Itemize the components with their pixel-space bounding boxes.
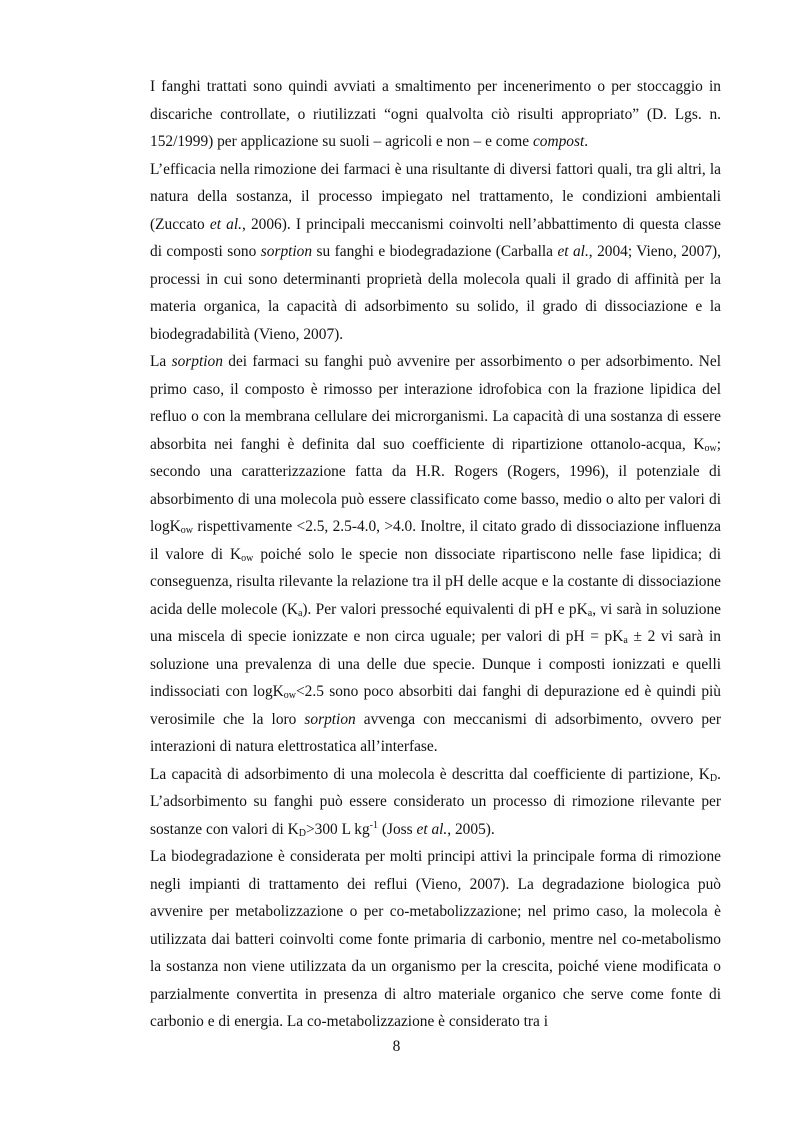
page-number: 8 bbox=[392, 1038, 401, 1055]
paragraph-sorption: La sorption dei farmaci su fanghi può avvenire per assorbimento o per adsorbimento. Nel primo caso, il composto è rimosso per interazione idrofobica con la frazione lipidica del refluo o con la membrana cellulare dei microrganismi. La capacità di una sostanza di essere absorbita nei fanghi è definita dal suo coefficiente di ripartizione ottanolo-acqua, $K_{ow}$; secondo una caratterizzazione fatta da H.R. Rogers (Rogers, 1996), il potenziale di absorbimento di una molecola può essere classificato come basso, medio o alto per valori di logK$_{ow}$ rispettivamente <2.5, 2.5-4.0, >4.0. Inoltre, il citato grado di dissociazione influenza il valore di $K_{ow}$ poiché solo le specie non dissociate ripartiscono nelle fase lipidica; di conseguenza, risulta rilevante la relazione tra il pH delle acque e la costante di dissociazione acida delle molecole $(K_a)$. Per valori pressoché equivalenti di pH e $pK_a$, vi sarà in soluzione una miscela di specie ionizzate e non circa uguale; per valori di pH = $pK_a \pm 2$ vi sarà in soluzione una prevalenza di una delle due specie. Dunque i composti ionizzati e quelli indissociati con logK$_{ow}$<2.5 sono poco absorbiti dai fanghi di depurazione ed è quindi più verosimile che la loro sorption avvenga con meccanismi di adsorbimento, ovvero per interazioni di natura elettrostatica all’interfase. bbox=[150, 353, 721, 755]
paragraph-biodegradation: La biodegradazione è considerata per molti principi attivi la principale forma di rimozione negli impianti di trattamento dei reflui (Vieno, 2007). La degradazione biologica può avvenire per metabolizzazione o per co-metabolizzazione; nel primo caso, la molecola è utilizzata dai batteri coinvolti come fonte primaria di carbonio, mentre nel co-metabolismo la sostanza non viene utilizzata da un organismo per la crescita, poiché viene modificata o parzialmente convertita in presenza di altro materiale organico che serve come fonte di carbonio e di energia. La co-metabolizzazione è considerato tra i bbox=[150, 848, 721, 1030]
body-text bbox=[150, 73, 721, 1036]
paragraph-adsorption-coefficient: La capacità di adsorbimento di una molecola è descritta dal coefficiente di partizione, $K_D$. L’adsorbimento su fanghi può essere considerato un processo di rimozione rilevante per sostanze con valori di $K_D>300$ L $kg^{-1}$ (Joss et al., 2005). bbox=[150, 765, 721, 839]
paragraph-removal-efficacy: L’efficacia nella rimozione dei farmaci è una risultante di diversi fattori quali, tra gli altri, la natura della sostanza, il processo impiegato nel trattamento, le condizioni ambientali (Zuccato et al., 2006). I principali meccanismi coinvolti nell’abbattimento di questa classe di composti sono sorption su fanghi e biodegradazione (Carballa et al., 2004; Vieno, 2007), processi in cui sono determinanti proprietà della molecola quali il grado di affinità per la materia organica, la capacità di adsorbimento su solido, il grado di dissociazione e la biodegradabilità (Vieno, 2007). bbox=[150, 160, 721, 343]
paragraph-sludge-disposal: I fanghi trattati sono quindi avviati a smaltimento per incenerimento o per stoccaggio in discariche controllate, o riutilizzati “ogni qualvolta ciò risulti appropriato” (D. Lgs. n. 152/1999) per applicazione su suoli – agricoli e non – e come compost. bbox=[150, 78, 721, 150]
